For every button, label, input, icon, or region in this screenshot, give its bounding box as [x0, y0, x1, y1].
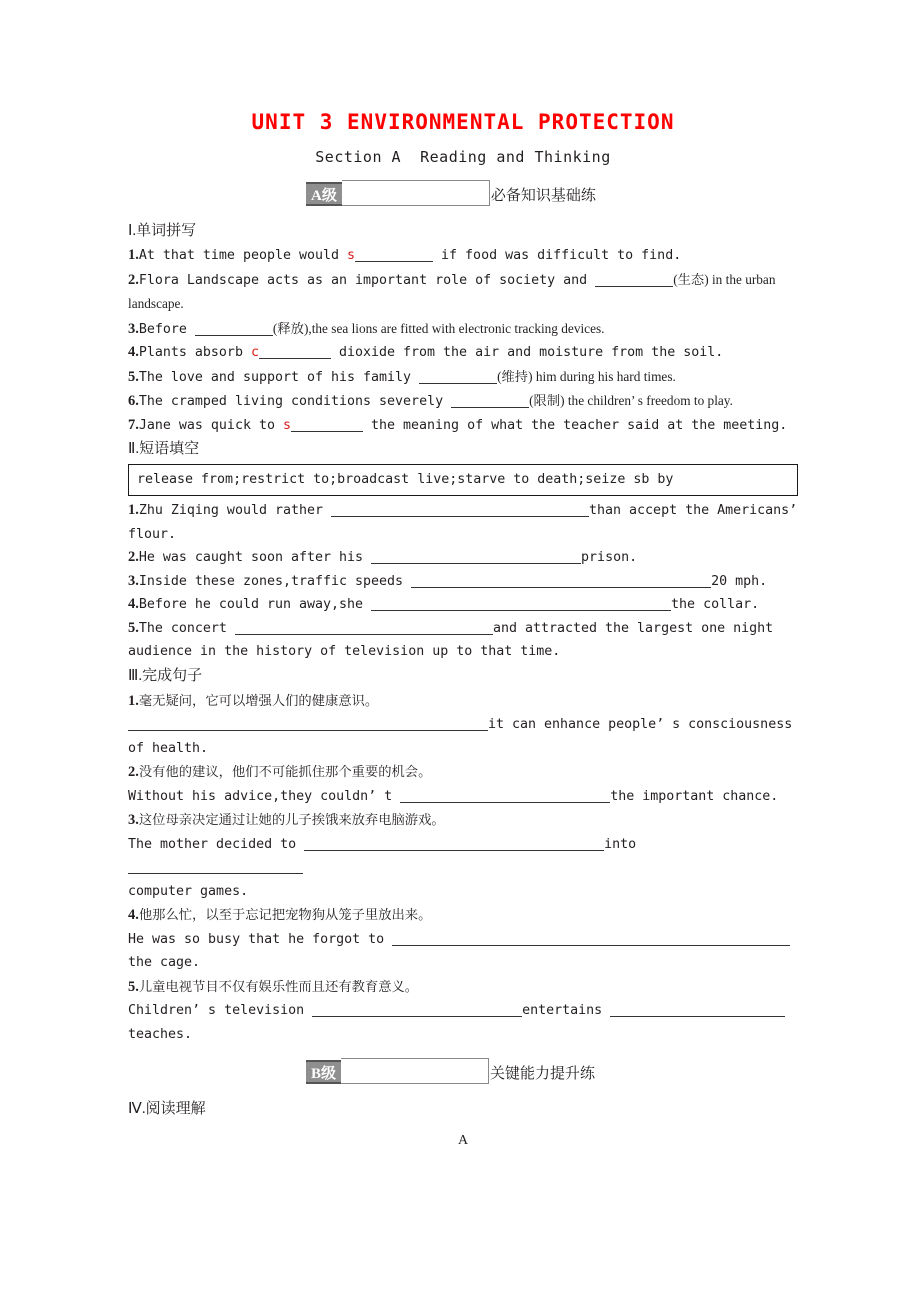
item-text-post: (维持) him during his hard times.: [497, 368, 676, 384]
translation-answer: [128, 833, 798, 880]
item-text-post: and attracted the largest one night audience in the history of television up to that time.: [128, 620, 774, 659]
exercise-item: [128, 244, 798, 268]
item-number: 3.: [128, 320, 139, 337]
translation-prompt: [128, 689, 798, 714]
answer-blank[interactable]: [259, 345, 331, 359]
translation-answer: [128, 713, 798, 760]
heading-section-one: Ⅰ.单词拼写: [128, 223, 197, 239]
heading-section-two: Ⅱ.短语填空: [128, 441, 200, 457]
answer-blank[interactable]: [304, 837, 604, 851]
item-number: 4.: [128, 344, 139, 360]
answer-blank[interactable]: [195, 322, 273, 336]
exercise-item: [128, 268, 798, 317]
chinese-sentence: 他那么忙，以至于忘记把宠物狗从笼子里放出来。: [138, 907, 432, 922]
item-text-post: the collar.: [671, 597, 760, 612]
translation-answer: [128, 928, 798, 952]
answer-blank[interactable]: [411, 574, 711, 588]
heading-section-three: Ⅲ.完成句子: [128, 667, 203, 684]
item-text-pre: The cramped living conditions severely: [138, 394, 452, 409]
item-text-pre: Before he could run away,she: [138, 597, 372, 612]
hint-letter: s: [347, 248, 356, 263]
item-number: 4.: [128, 596, 139, 612]
answer-blank[interactable]: [392, 932, 790, 946]
item-text-pre: Flora Landscape acts as an important role of society and: [138, 272, 596, 288]
item-number: 5.: [128, 978, 139, 995]
chinese-sentence: 毫无疑问，它可以增强人们的健康意识。: [138, 692, 379, 708]
item-text-post: (生态) in the urban landscape.: [128, 271, 776, 311]
item-text-pre: Jane was quick to: [138, 417, 283, 433]
item-number: 6.: [128, 393, 139, 409]
item-number: 3.: [128, 812, 139, 828]
item-number: 2.: [128, 764, 139, 780]
item-text-pre: The love and support of his family: [138, 369, 420, 385]
item-text-mid: into: [604, 836, 637, 852]
answer-blank[interactable]: [312, 1003, 522, 1017]
item-number: 3.: [128, 572, 139, 589]
exercise-item: [128, 499, 798, 546]
item-number: 2.: [128, 549, 139, 565]
exercise-item: [128, 389, 798, 414]
translation-answer-cont: teaches.: [128, 1026, 193, 1042]
item-text-post: prison.: [581, 550, 638, 565]
exercise-item: [128, 593, 798, 617]
level-b-caption: 关键能力提升练: [490, 1066, 596, 1082]
translation-answer: [128, 999, 798, 1023]
item-text-post: if food was difficult to find.: [433, 248, 682, 263]
answer-blank[interactable]: [291, 418, 363, 432]
item-text-post: the important chance.: [610, 788, 779, 804]
item-number: 5.: [128, 368, 139, 385]
item-number: 7.: [128, 416, 139, 433]
answer-blank[interactable]: [235, 621, 493, 635]
word-bank: release from;restrict to;broadcast live;starve to death;seize sb by: [128, 464, 798, 496]
item-text-post: it can enhance people’ s consciousness of health.: [128, 717, 793, 756]
translation-answer-cont: the cage.: [128, 955, 201, 970]
item-text-mid: entertains: [522, 1003, 603, 1018]
translation-prompt: [128, 975, 798, 1000]
translation-answer-cont: computer games.: [128, 883, 249, 899]
exercise-item: [128, 341, 798, 365]
item-text-pre: Plants absorb: [138, 345, 251, 360]
answer-blank[interactable]: [371, 550, 581, 564]
answer-blank[interactable]: [400, 789, 610, 803]
answer-blank[interactable]: [610, 1003, 785, 1017]
answer-blank[interactable]: [355, 248, 433, 262]
level-b-box: [341, 1058, 489, 1084]
item-text-post: the meaning of what the teacher said at the meeting.: [363, 417, 788, 433]
item-number: 1.: [128, 692, 139, 709]
level-a-badge: A级: [306, 182, 342, 206]
translation-prompt: [128, 903, 798, 928]
answer-blank[interactable]: [331, 503, 589, 517]
item-text-post: (释放),the sea lions are fitted with electronic tracking devices.: [272, 320, 605, 336]
item-text-pre: Inside these zones,traffic speeds: [138, 573, 412, 589]
hint-letter: s: [282, 417, 291, 433]
exercise-item: [128, 570, 798, 594]
exercise-item: [128, 617, 798, 664]
item-number: 1.: [128, 247, 139, 263]
chinese-sentence: 儿童电视节目不仅有娱乐性而且还有教育意义。: [138, 978, 419, 994]
item-text-pre: Children’ s television: [128, 1003, 313, 1018]
item-text-pre: The concert: [138, 620, 235, 636]
item-text-pre: At that time people would: [138, 248, 348, 263]
item-text-pre: He was caught soon after his: [138, 550, 372, 565]
answer-blank[interactable]: [128, 717, 488, 731]
level-a-caption: 必备知识基础练: [490, 188, 596, 204]
answer-blank[interactable]: [595, 273, 673, 287]
item-text-pre: He was so busy that he forgot to: [128, 931, 393, 947]
answer-blank[interactable]: [451, 394, 529, 408]
translation-answer: [128, 785, 798, 809]
item-text-post: than accept the Americans’ flour.: [128, 503, 798, 542]
answer-blank[interactable]: [371, 597, 671, 611]
item-text-pre: Without his advice,they couldn’ t: [128, 788, 401, 804]
section-subtitle: Section A Reading and Thinking: [315, 148, 611, 166]
item-number: 2.: [128, 271, 139, 288]
item-text-pre: Zhu Ziqing would rather: [138, 503, 332, 518]
heading-section-four: Ⅳ.阅读理解: [128, 1101, 206, 1117]
translation-prompt: [128, 808, 798, 833]
hint-letter: c: [250, 345, 259, 360]
item-text-post: 20 mph.: [711, 573, 768, 589]
exercise-item: [128, 317, 798, 342]
level-a-box: [342, 180, 490, 206]
page-content: [128, 110, 798, 1149]
passage-label: A: [457, 1133, 469, 1148]
item-text-post: dioxide from the air and moisture from the soil.: [330, 345, 724, 360]
item-text-pre: The mother decided to: [128, 836, 305, 852]
level-b-header: [128, 1054, 798, 1084]
item-number: 1.: [128, 502, 139, 518]
item-number: 5.: [128, 619, 139, 636]
exercise-item: [128, 414, 798, 438]
answer-blank[interactable]: [128, 860, 303, 874]
chinese-sentence: 没有他的建议，他们不可能抓住那个重要的机会。: [138, 764, 432, 779]
level-a-header: [128, 176, 798, 206]
item-number: 4.: [128, 907, 139, 923]
item-text-pre: Before: [138, 321, 195, 337]
page-title: UNIT 3 ENVIRONMENTAL PROTECTION: [251, 110, 675, 134]
exercise-item: [128, 546, 798, 570]
level-b-badge: B级: [306, 1060, 341, 1084]
translation-prompt: [128, 760, 798, 785]
answer-blank[interactable]: [419, 370, 497, 384]
chinese-sentence: 这位母亲决定通过让她的儿子挨饿来放弃电脑游戏。: [138, 812, 445, 827]
item-text-post: (限制) the children’ s freedom to play.: [529, 393, 733, 408]
exercise-item: [128, 365, 798, 390]
